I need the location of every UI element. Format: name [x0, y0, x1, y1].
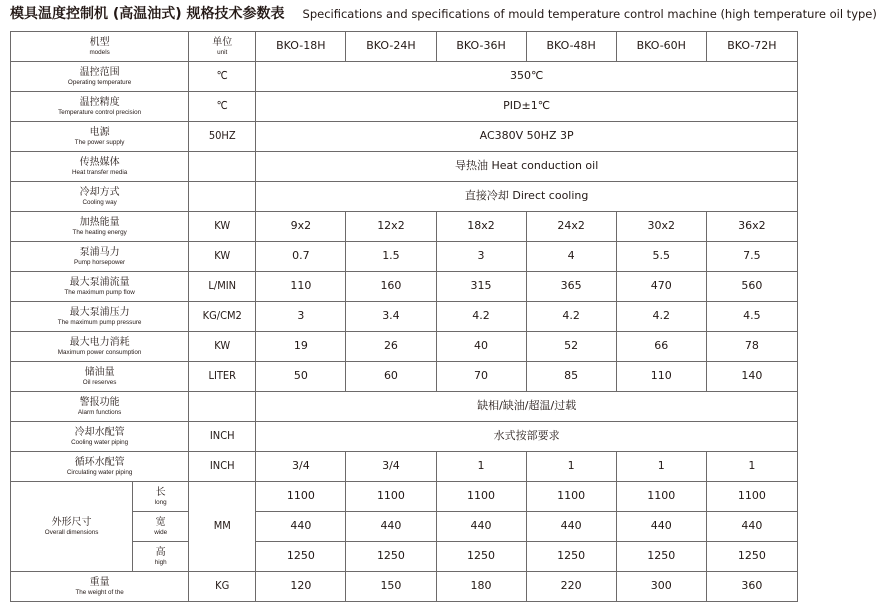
param-label-en: The maximum pump flow: [64, 289, 135, 297]
param-label-cn: 警报功能: [79, 396, 120, 408]
value-cell: 315: [436, 272, 526, 302]
spec-row: [11, 152, 798, 182]
value-cell: 24x2: [526, 212, 616, 242]
spec-row: [11, 92, 798, 122]
spec-row: [11, 572, 798, 602]
spec-row: [11, 362, 798, 392]
param-label-en: Oil reserves: [82, 379, 117, 387]
header-row: [11, 32, 798, 62]
unit-cell: KW: [189, 212, 256, 242]
unit-cell: [189, 152, 256, 182]
value-cell: 440: [526, 512, 616, 542]
spec-row: [11, 392, 798, 422]
dimension-sub-en: high: [154, 559, 167, 567]
param-label-cell: [11, 302, 189, 332]
value-cell: 0.7: [256, 242, 346, 272]
unit-cell: 50HZ: [189, 122, 256, 152]
param-label-cn: 储油量: [84, 366, 115, 378]
param-label-en: Pump horsepower: [74, 259, 126, 267]
dimension-sub-label: [133, 512, 189, 542]
param-label-cn: 温控范围: [79, 66, 120, 78]
dimension-sub-cn: 宽: [155, 516, 166, 528]
value-cell: 4: [526, 242, 616, 272]
value-cell: 3: [436, 242, 526, 272]
model-header: BKO-48H: [526, 32, 616, 62]
value-cell: 1100: [526, 482, 616, 512]
merged-value-cell: 水式按部要求: [256, 422, 798, 452]
param-label-cell: [11, 212, 189, 242]
merged-value-cell: AC380V 50HZ 3P: [256, 122, 798, 152]
value-cell: 360: [706, 572, 797, 602]
param-label-en: Alarm functions: [77, 409, 122, 417]
spec-table: [10, 31, 798, 602]
value-cell: 4.2: [526, 302, 616, 332]
value-cell: 4.2: [616, 302, 706, 332]
value-cell: 3: [256, 302, 346, 332]
unit-cell: KW: [189, 242, 256, 272]
dimensions-label-cell: [11, 482, 133, 572]
dimensions-label-cn: 外形尺寸: [51, 516, 92, 528]
value-cell: 1250: [256, 542, 346, 572]
page-title: [10, 3, 877, 21]
value-cell: 4.5: [706, 302, 797, 332]
merged-value-cell: 直接冷却 Direct cooling: [256, 182, 798, 212]
value-cell: 440: [436, 512, 526, 542]
value-cell: 36x2: [706, 212, 797, 242]
spec-row: [11, 272, 798, 302]
param-label-en: Cooling water piping: [71, 439, 129, 447]
unit-cell: KG: [189, 572, 256, 602]
dimensions-label-en: Overall dimensions: [44, 529, 99, 537]
value-cell: 30x2: [616, 212, 706, 242]
param-label-en: The heating energy: [72, 229, 127, 237]
value-cell: 60: [346, 362, 436, 392]
value-cell: 26: [346, 332, 436, 362]
unit-cell: L/MIN: [189, 272, 256, 302]
value-cell: 220: [526, 572, 616, 602]
spec-table-body: [11, 32, 798, 602]
spec-row: [11, 302, 798, 332]
value-cell: 300: [616, 572, 706, 602]
value-cell: 1100: [616, 482, 706, 512]
value-cell: 1.5: [346, 242, 436, 272]
value-cell: 440: [706, 512, 797, 542]
value-cell: 1250: [526, 542, 616, 572]
value-cell: 1250: [706, 542, 797, 572]
model-header: BKO-18H: [256, 32, 346, 62]
param-label-cn: 冷却方式: [79, 186, 120, 198]
value-cell: 440: [256, 512, 346, 542]
value-cell: 66: [616, 332, 706, 362]
value-cell: 1100: [256, 482, 346, 512]
param-label-cn: 重量: [89, 576, 110, 588]
param-label-cn: 加热能量: [79, 216, 120, 228]
spec-row: [11, 332, 798, 362]
spec-row: [11, 122, 798, 152]
unit-cell: [189, 182, 256, 212]
model-header: BKO-36H: [436, 32, 526, 62]
value-cell: 18x2: [436, 212, 526, 242]
value-cell: 7.5: [706, 242, 797, 272]
param-label-cn: 最大泵浦压力: [69, 306, 130, 318]
header-unit-cn: 单位: [212, 36, 233, 48]
param-label-cn: 最大泵浦流量: [69, 276, 130, 288]
spec-row: [11, 422, 798, 452]
param-label-cell: [11, 572, 189, 602]
value-cell: 1250: [346, 542, 436, 572]
value-cell: 120: [256, 572, 346, 602]
title-chinese: 模具温度控制机 (高温油式) 规格技术参数表: [10, 6, 285, 22]
param-label-cn: 传热媒体: [79, 156, 120, 168]
value-cell: 1250: [436, 542, 526, 572]
unit-cell: LITER: [189, 362, 256, 392]
value-cell: 12x2: [346, 212, 436, 242]
param-label-en: Temperature control precision: [58, 109, 142, 117]
header-param-cn: 机型: [89, 36, 110, 48]
spec-row: [11, 452, 798, 482]
title-english: Specifications and specifications of mould temperature control machine (high temperature oil type): [302, 7, 877, 21]
merged-value-cell: 350℃: [256, 62, 798, 92]
value-cell: 3/4: [256, 452, 346, 482]
value-cell: 470: [616, 272, 706, 302]
merged-value-cell: 缺相/缺油/超温/过载: [256, 392, 798, 422]
param-label-cell: [11, 362, 189, 392]
value-cell: 40: [436, 332, 526, 362]
value-cell: 110: [616, 362, 706, 392]
param-label-en: Heat transfer media: [71, 169, 128, 177]
dimension-sub-label: [133, 482, 189, 512]
spec-row: [11, 182, 798, 212]
model-header: BKO-72H: [706, 32, 797, 62]
value-cell: 140: [706, 362, 797, 392]
spec-row: [11, 242, 798, 272]
param-label-cell: [11, 392, 189, 422]
merged-value-cell: PID±1℃: [256, 92, 798, 122]
param-label-cell: [11, 242, 189, 272]
param-label-cell: [11, 452, 189, 482]
value-cell: 3.4: [346, 302, 436, 332]
unit-cell: INCH: [189, 422, 256, 452]
value-cell: 5.5: [616, 242, 706, 272]
value-cell: 19: [256, 332, 346, 362]
header-param-cell: [11, 32, 189, 62]
header-unit-en: unit: [217, 49, 228, 57]
param-label-en: Circulating water piping: [66, 469, 133, 477]
param-label-cn: 最大电力消耗: [69, 336, 130, 348]
dimension-sub-cn: 长: [155, 486, 166, 498]
merged-value-cell: 导热油 Heat conduction oil: [256, 152, 798, 182]
unit-cell: INCH: [189, 452, 256, 482]
model-header: BKO-60H: [616, 32, 706, 62]
value-cell: 9x2: [256, 212, 346, 242]
param-label-cn: 泵浦马力: [79, 246, 120, 258]
dimension-sub-label: [133, 542, 189, 572]
unit-cell: [189, 392, 256, 422]
value-cell: 1250: [616, 542, 706, 572]
header-param-en: models: [89, 49, 110, 57]
param-label-en: The power supply: [74, 139, 125, 147]
dimension-sub-cn: 高: [155, 546, 166, 558]
header-unit-cell: [189, 32, 256, 62]
value-cell: 110: [256, 272, 346, 302]
value-cell: 52: [526, 332, 616, 362]
param-label-cell: [11, 62, 189, 92]
param-label-en: Cooling way: [82, 199, 117, 207]
param-label-en: Operating temperature: [67, 79, 132, 87]
value-cell: 70: [436, 362, 526, 392]
param-label-cell: [11, 422, 189, 452]
value-cell: 440: [346, 512, 436, 542]
unit-cell: ℃: [189, 62, 256, 92]
param-label-cn: 温控精度: [79, 96, 120, 108]
param-label-cell: [11, 92, 189, 122]
value-cell: 1: [526, 452, 616, 482]
value-cell: 160: [346, 272, 436, 302]
value-cell: 560: [706, 272, 797, 302]
param-label-cell: [11, 272, 189, 302]
param-label-cn: 冷却水配管: [74, 426, 125, 438]
value-cell: 4.2: [436, 302, 526, 332]
value-cell: 78: [706, 332, 797, 362]
value-cell: 1: [706, 452, 797, 482]
value-cell: 1100: [436, 482, 526, 512]
param-label-cell: [11, 182, 189, 212]
value-cell: 85: [526, 362, 616, 392]
value-cell: 440: [616, 512, 706, 542]
dimension-row: [11, 482, 798, 512]
value-cell: 150: [346, 572, 436, 602]
unit-cell: KG/CM2: [189, 302, 256, 332]
value-cell: 180: [436, 572, 526, 602]
value-cell: 3/4: [346, 452, 436, 482]
spec-row: [11, 62, 798, 92]
param-label-cell: [11, 332, 189, 362]
unit-cell: KW: [189, 332, 256, 362]
value-cell: 365: [526, 272, 616, 302]
param-label-cn: 循环水配管: [74, 456, 125, 468]
param-label-cell: [11, 152, 189, 182]
value-cell: 50: [256, 362, 346, 392]
param-label-cn: 电源: [89, 126, 110, 138]
value-cell: 1100: [706, 482, 797, 512]
param-label-en: The weight of the: [75, 589, 124, 597]
unit-cell: MM: [189, 482, 256, 572]
param-label-en: Maximum power consumption: [57, 349, 142, 357]
value-cell: 1: [616, 452, 706, 482]
value-cell: 1: [436, 452, 526, 482]
param-label-en: The maximum pump pressure: [57, 319, 142, 327]
spec-row: [11, 212, 798, 242]
dimension-sub-en: wide: [154, 529, 168, 537]
unit-cell: ℃: [189, 92, 256, 122]
value-cell: 1100: [346, 482, 436, 512]
model-header: BKO-24H: [346, 32, 436, 62]
dimension-sub-en: long: [154, 499, 167, 507]
param-label-cell: [11, 122, 189, 152]
